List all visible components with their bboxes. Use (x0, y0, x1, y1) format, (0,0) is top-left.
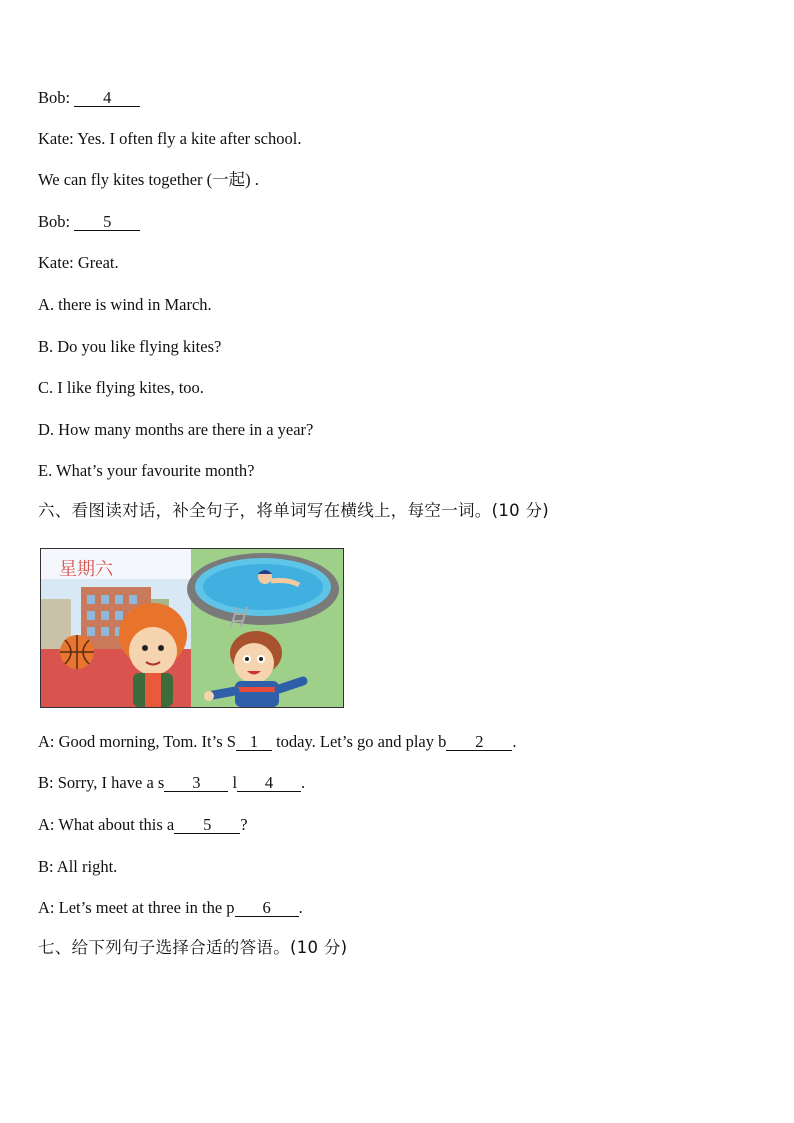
option-b: B. Do you like flying kites? (38, 337, 222, 356)
dialog-line-kate-1: Kate: Yes. I often fly a kite after school. (38, 129, 302, 148)
dialog2-line-4: B: All right. (38, 857, 118, 876)
section-7-heading: 七、给下列句子选择合适的答语。(10 分) (38, 938, 348, 957)
answer-blank-1[interactable]: 1 (236, 733, 272, 751)
option-a: A. there is wind in March. (38, 295, 212, 314)
option-d: D. How many months are there in a year? (38, 420, 314, 439)
dialog-line-together: We can fly kites together (一起) . (38, 170, 259, 189)
answer-blank-5[interactable]: 5 (74, 213, 140, 231)
section-6-heading: 六、看图读对话，补全句子，将单词写在横线上，每空一词。(10 分) (38, 501, 550, 520)
option-c: C. I like flying kites, too. (38, 378, 204, 397)
dialog-line-bob-4: Bob: 4 (38, 88, 140, 108)
answer-blank-3[interactable]: 3 (164, 774, 228, 792)
answer-blank-5b[interactable]: 5 (174, 816, 240, 834)
dialog2-line-2: B: Sorry, I have a s 3 l 4 . (38, 773, 306, 792)
day-label: 星期六 (59, 559, 113, 580)
option-e: E. What’s your favourite month? (38, 461, 255, 480)
cartoon-illustration (41, 549, 343, 707)
dialog2-line-5: A: Let’s meet at three in the p 6 . (38, 898, 303, 917)
answer-blank-2[interactable]: 2 (446, 733, 512, 751)
dialog-line-kate-2: Kate: Great. (38, 253, 119, 272)
illustration-figure (40, 548, 344, 708)
dialog2-line-1: A: Good morning, Tom. It’s S 1 today. Let’s go and play b 2 . (38, 732, 517, 751)
answer-blank-4b[interactable]: 4 (237, 774, 301, 792)
answer-blank-6[interactable]: 6 (235, 899, 299, 917)
dialog2-line-3: A: What about this a 5 ? (38, 815, 248, 834)
dialog-line-bob-5: Bob: 5 (38, 212, 140, 232)
answer-blank-4[interactable]: 4 (74, 89, 140, 107)
